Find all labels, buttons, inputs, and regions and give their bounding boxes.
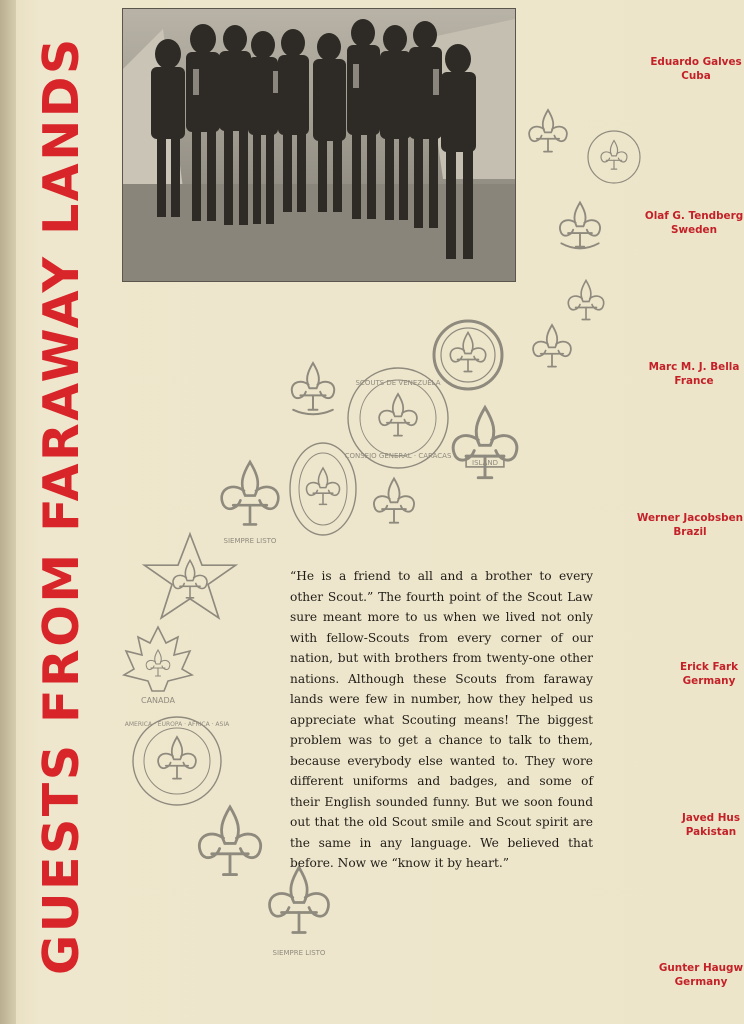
guest-entry (648, 55, 744, 83)
guest-country: Brazil (673, 526, 707, 538)
guest-name: Olaf G. Tendberg (644, 210, 744, 222)
star-fleur-emblem (144, 534, 235, 618)
guest-name: Werner Jacobsben (636, 512, 744, 524)
island-banner-text: ISLAND (472, 459, 498, 467)
canada-label-text: CANADA (140, 696, 176, 705)
guest-name: Marc M. J. Bella (648, 361, 740, 373)
world-ring-text: AMERICA · EUROPA · AFRICA · ASIA (124, 721, 230, 728)
fleur-de-lis-emblem-3 (568, 281, 603, 320)
siempre-listo-text-1: SIEMPRE LISTO (223, 537, 277, 545)
guest-entry (644, 360, 744, 388)
guest-entry (636, 511, 744, 539)
canada-emblem (124, 627, 192, 691)
guest-country: France (674, 375, 714, 387)
guest-country: Sweden (670, 224, 717, 236)
guest-country: Pakistan (685, 826, 737, 838)
siempre-listo-text-2: SIEMPRE LISTO (272, 949, 326, 957)
fleur-de-lis-emblem-7 (199, 807, 260, 875)
siempre-listo-emblem-1 (222, 462, 279, 524)
guest-entry (678, 811, 744, 839)
island-emblem (453, 408, 517, 478)
page-title: GUESTS FROM FARAWAY LANDS (33, 36, 90, 975)
guest-name: Erick Fark (679, 661, 738, 673)
guest-entry (658, 961, 744, 989)
venezuela-seal-text-bottom: CONSEJO GENERAL · CARACAS (344, 452, 452, 460)
guest-entry (644, 209, 744, 237)
venezuela-seal-text-top: SCOUTS DE VENEZUELA (355, 379, 441, 387)
scout-law-paragraph: “He is a friend to all and a brother to every other Scout.” The fourth point of the Scout Law sure meant more to us when we lived not only with fellow-Scouts from every corner of our nation, but with brothers from twenty-one other nations. Although these Scouts from faraway lands were few in number, how they helped us appreciate what Scouting means! The biggest problem was to get a chance to talk to them, because everybody else wanted to. They wore different uniforms and badges, and some of their English sounded funny. But we soon found out that the old Scout smile and Scout spirit are the same in any language. We believed that before. Now we “know it by heart.” (290, 569, 593, 870)
guest-name: Javed Hus (681, 812, 741, 824)
guest-country: Germany (674, 976, 728, 988)
guest-country: Germany (682, 675, 736, 687)
guest-entry (674, 660, 744, 688)
guest-name: Gunter Haugw (658, 962, 744, 974)
round-badge-emblem (434, 321, 502, 389)
fleur-de-lis-emblem-5 (292, 363, 334, 414)
guest-country: Cuba (681, 70, 711, 82)
round-seal-emblem (588, 131, 640, 183)
fleur-de-lis-emblem-1 (529, 110, 567, 152)
guest-name: Eduardo Galves (650, 56, 742, 68)
fleur-de-lis-emblem-2 (560, 203, 600, 249)
world-scout-emblem (133, 717, 221, 805)
fleur-de-lis-emblem-4 (533, 325, 571, 367)
siempre-listo-emblem-2 (269, 868, 328, 933)
fleur-de-lis-emblem-6 (374, 479, 414, 523)
